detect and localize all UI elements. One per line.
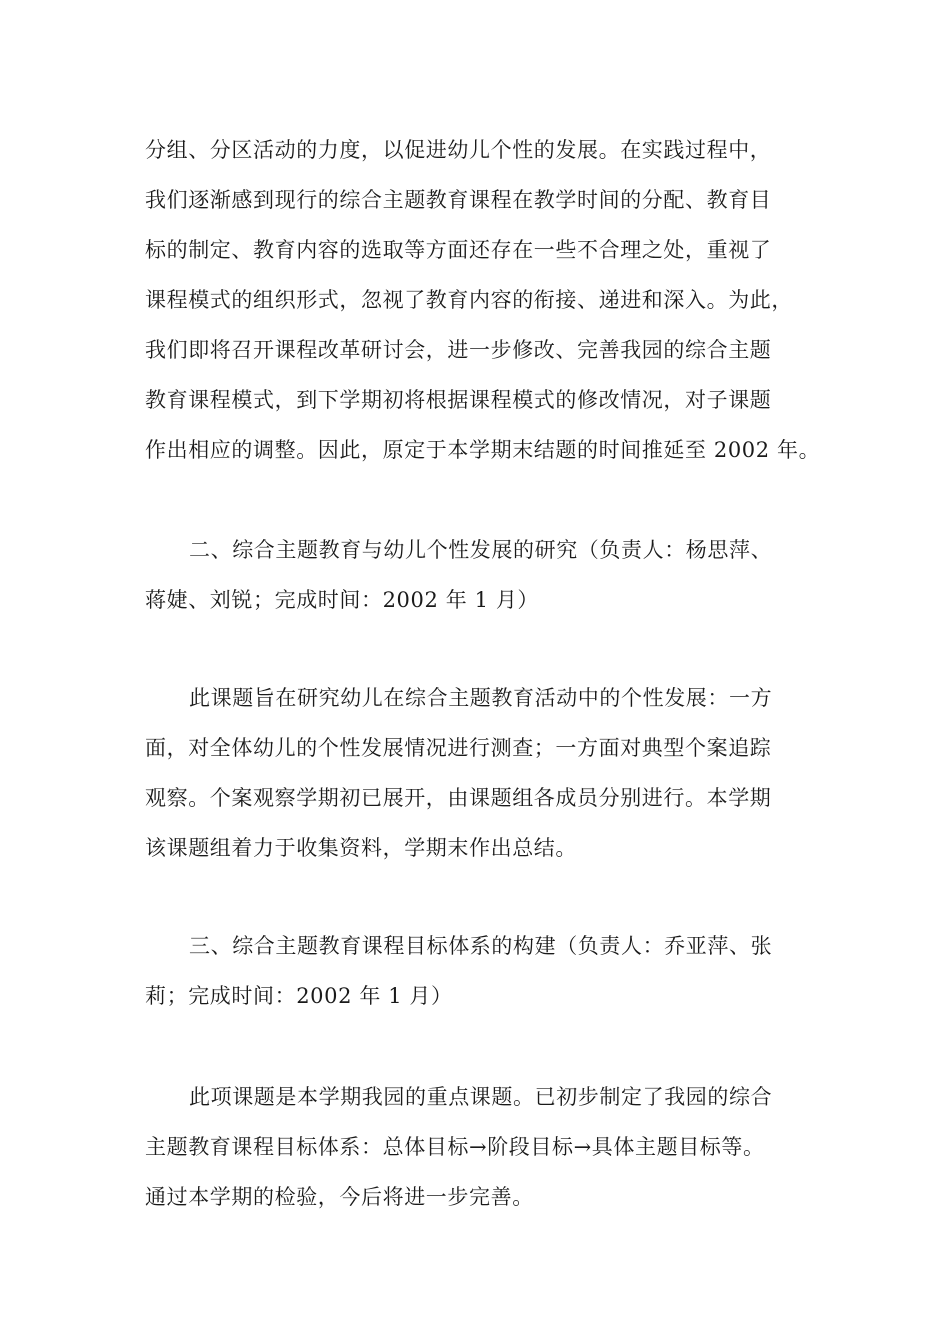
text-line: 主题教育课程目标体系：总体目标→阶段目标→具体主题目标等。 bbox=[145, 1135, 765, 1159]
section-heading-3 bbox=[145, 921, 805, 1021]
section-heading-2 bbox=[145, 525, 805, 625]
paragraph-section-2 bbox=[145, 673, 805, 873]
text-line: 蒋婕、刘锐；完成时间：2002 年 1 月） bbox=[145, 588, 540, 612]
text-line: 分组、分区活动的力度，以促进幼儿个性的发展。在实践过程中， bbox=[145, 138, 772, 162]
text-line: 此项课题是本学期我园的重点课题。已初步制定了我园的综合 bbox=[189, 1085, 773, 1109]
text-line: 作出相应的调整。因此，原定于本学期末结题的时间推延至 2002 年。 bbox=[145, 438, 821, 462]
text-line: 教育课程模式，到下学期初将根据课程模式的修改情况，对子课题 bbox=[145, 388, 772, 412]
text-line: 我们逐渐感到现行的综合主题教育课程在教学时间的分配、教育目 bbox=[145, 188, 772, 212]
text-line: 该课题组着力于收集资料，学期末作出总结。 bbox=[145, 836, 577, 860]
text-line: 通过本学期的检验，今后将进一步完善。 bbox=[145, 1185, 534, 1209]
text-line: 此课题旨在研究幼儿在综合主题教育活动中的个性发展：一方 bbox=[189, 686, 773, 710]
text-line: 三、综合主题教育课程目标体系的构建（负责人：乔亚萍、张 bbox=[189, 934, 773, 958]
paragraph-section-3 bbox=[145, 1072, 805, 1222]
text-line: 观察。个案观察学期初已展开，由课题组各成员分别进行。本学期 bbox=[145, 786, 772, 810]
text-line: 面，对全体幼儿的个性发展情况进行测查；一方面对典型个案追踪 bbox=[145, 736, 772, 760]
text-line: 标的制定、教育内容的选取等方面还存在一些不合理之处，重视了 bbox=[145, 238, 772, 262]
text-line: 莉；完成时间：2002 年 1 月） bbox=[145, 984, 453, 1008]
text-line: 我们即将召开课程改革研讨会，进一步修改、完善我园的综合主题 bbox=[145, 338, 772, 362]
paragraph-continuation bbox=[145, 125, 821, 475]
text-line: 二、综合主题教育与幼儿个性发展的研究（负责人：杨思萍、 bbox=[189, 538, 773, 562]
text-line: 课程模式的组织形式，忽视了教育内容的衔接、递进和深入。为此， bbox=[145, 288, 793, 312]
